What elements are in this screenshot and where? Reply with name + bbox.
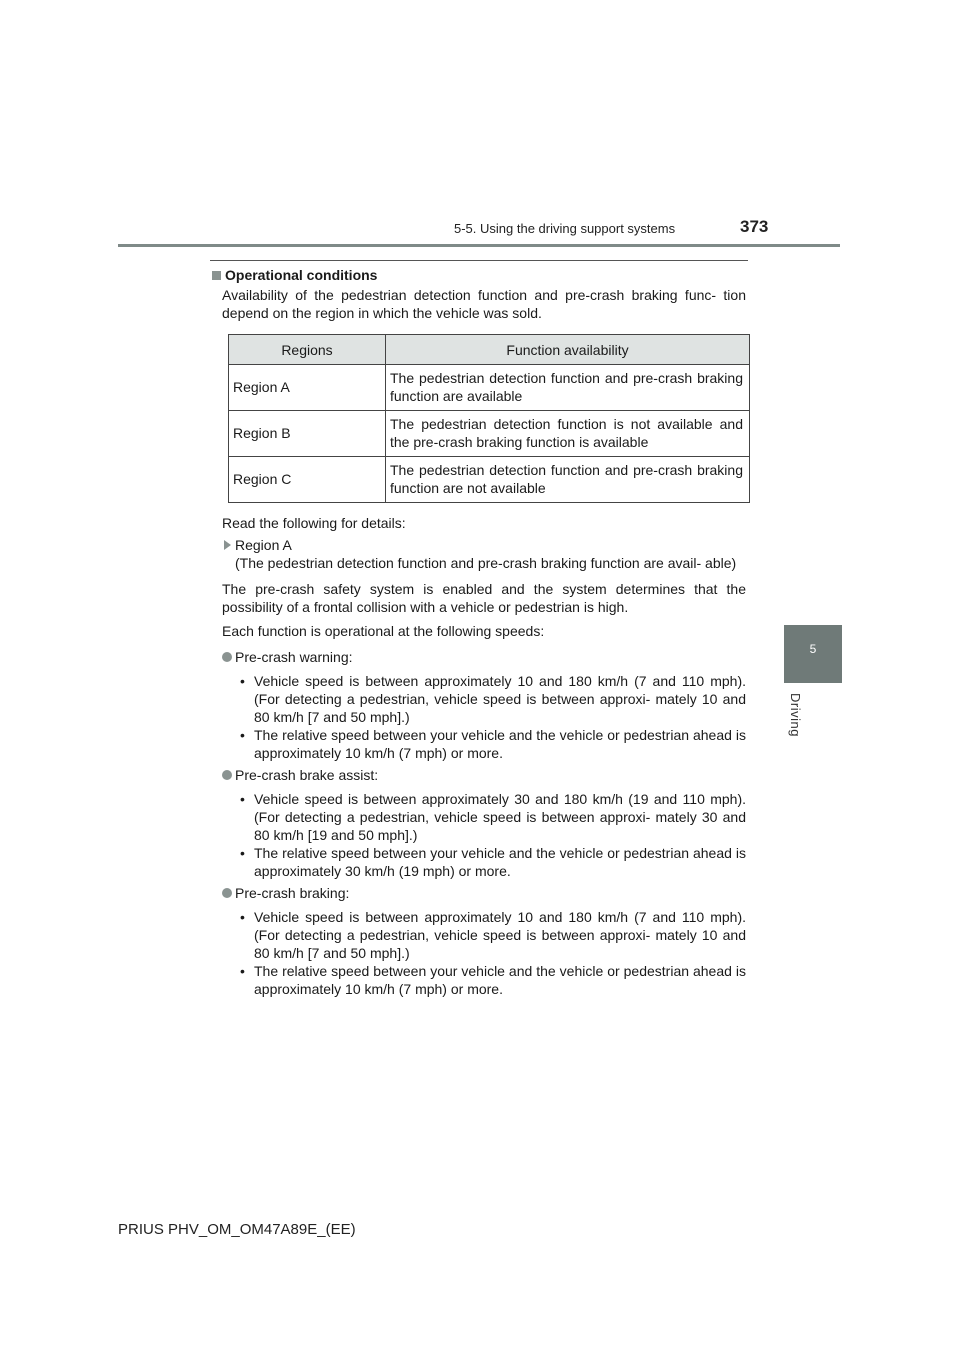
circle-bullet-icon <box>222 770 232 780</box>
dot-bullet-icon: • <box>240 673 245 689</box>
chapter-tab <box>784 625 842 683</box>
table-header-row <box>229 335 750 365</box>
function-name: Pre-crash braking: <box>235 885 350 901</box>
detail-text: Vehicle speed is between approximately 10 and 180 km/h (7 and 110 mph). (For detecting a pedestrian, vehicle speed is between approxi- mately 10 and 80 km/h [7 and 50 mph].) <box>254 909 746 961</box>
main-content <box>212 266 746 1002</box>
header-section-title: 5-5. Using the driving support systems <box>454 221 676 236</box>
square-bullet-icon <box>212 271 221 280</box>
region-a-title: Region A <box>235 537 292 553</box>
circle-bullet-icon <box>222 888 232 898</box>
function-name: Pre-crash brake assist: <box>235 767 379 783</box>
circle-bullet-icon <box>222 652 232 662</box>
table-row <box>229 457 750 503</box>
section-heading <box>212 266 746 284</box>
arrow-right-icon <box>224 540 231 550</box>
dot-bullet-icon: • <box>240 963 245 979</box>
detail-item <box>240 672 746 726</box>
chapter-label: Driving <box>788 693 803 737</box>
detail-item <box>240 726 746 762</box>
detail-item <box>240 790 746 844</box>
detail-text: Vehicle speed is between approximately 10 and 180 km/h (7 and 110 mph). (For detecting a pedestrian, vehicle speed is between approxi- mately 10 and 80 km/h [7 and 50 mph].) <box>254 673 746 725</box>
section-heading-text: Operational conditions <box>225 267 378 283</box>
detail-text: Vehicle speed is between approximately 30 and 180 km/h (19 and 110 mph). (For detecting a pedestrian, vehicle speed is between approxi- mately 30 and 80 km/h [19 and 50 mph].) <box>254 791 746 843</box>
region-cell: Region B <box>229 411 386 457</box>
availability-cell: The pedestrian detection function and pre-crash braking function are available <box>386 365 750 411</box>
detail-item <box>240 844 746 880</box>
document-code: PRIUS PHV_OM_OM47A89E_(EE) <box>118 1221 356 1238</box>
detail-item <box>240 962 746 998</box>
region-cell: Region A <box>229 365 386 411</box>
table-header-availability: Function availability <box>386 335 750 365</box>
function-item <box>222 648 746 762</box>
detail-text: The relative speed between your vehicle and the vehicle or pedestrian ahead is approximately 10 km/h (7 mph) or more. <box>254 963 746 997</box>
speeds-intro-paragraph: Each function is operational at the following speeds: <box>222 623 545 639</box>
detail-text: The relative speed between your vehicle and the vehicle or pedestrian ahead is approximately 10 km/h (7 mph) or more. <box>254 727 746 761</box>
system-enabled-paragraph: The pre-crash safety system is enabled and the system determines that the possibility of a frontal collision with a vehicle or pedestrian is high. <box>222 581 746 615</box>
table-row <box>229 365 750 411</box>
function-name: Pre-crash warning: <box>235 649 353 665</box>
region-a-subtitle: (The pedestrian detection function and pre-crash braking function are avail- able) <box>235 555 737 571</box>
detail-item <box>240 908 746 962</box>
function-availability-table <box>228 334 750 503</box>
region-a-item <box>222 536 746 572</box>
table-header-regions: Regions <box>229 335 386 365</box>
function-item <box>222 766 746 880</box>
content-top-rule <box>210 260 748 261</box>
read-following-text: Read the following for details: <box>222 515 406 531</box>
page-number: 373 <box>740 217 769 236</box>
region-cell: Region C <box>229 457 386 503</box>
dot-bullet-icon: • <box>240 845 245 861</box>
availability-cell: The pedestrian detection function is not available and the pre-crash braking function is available <box>386 411 750 457</box>
detail-text: The relative speed between your vehicle and the vehicle or pedestrian ahead is approximately 30 km/h (19 mph) or more. <box>254 845 746 879</box>
chapter-number: 5 <box>809 642 817 656</box>
header-rule <box>118 244 840 247</box>
function-item <box>222 884 746 998</box>
table-row <box>229 411 750 457</box>
function-list <box>222 648 746 998</box>
dot-bullet-icon: • <box>240 727 245 743</box>
dot-bullet-icon: • <box>240 791 245 807</box>
dot-bullet-icon: • <box>240 909 245 925</box>
intro-paragraph: Availability of the pedestrian detection function and pre-crash braking func- tion depend on the region in which the vehicle was sold. <box>222 287 746 321</box>
availability-cell: The pedestrian detection function and pre-crash braking function are not available <box>386 457 750 503</box>
